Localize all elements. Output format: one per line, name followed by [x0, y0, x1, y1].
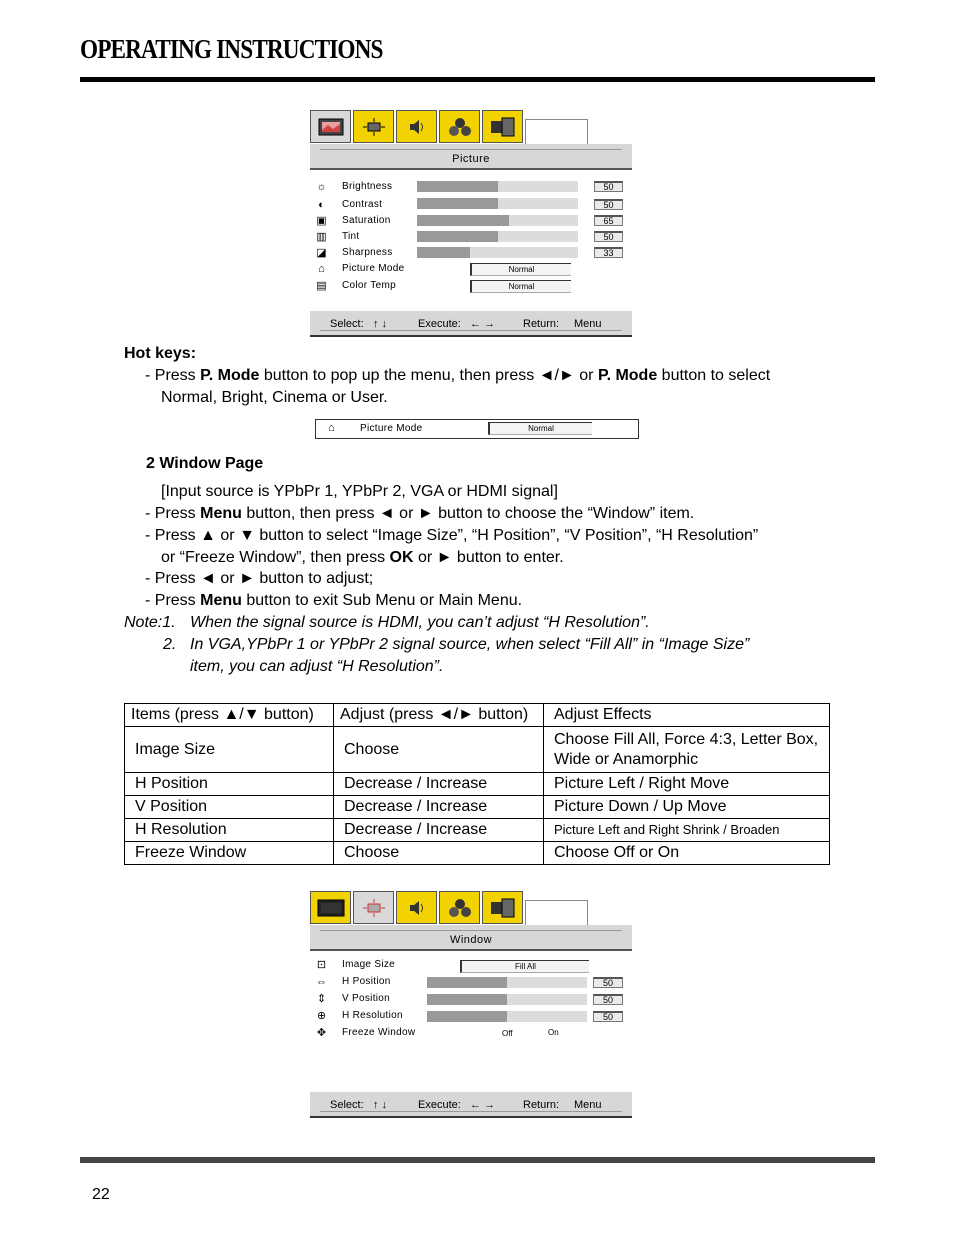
window-page-heading: 2 Window Page	[146, 455, 264, 472]
note-2-text-cont: item, you can adjust “H Resolution”.	[190, 658, 444, 675]
sun-icon: ☼	[316, 181, 327, 193]
menu-footer	[310, 1092, 632, 1118]
h-resolution-bar[interactable]	[427, 1011, 587, 1022]
tab-pip[interactable]	[482, 891, 523, 924]
strip-label: Picture Mode	[360, 423, 423, 434]
table-cell: Decrease / Increase	[334, 796, 544, 819]
table-header: Adjust (press ◄/► button)	[334, 704, 544, 727]
picture-mode-select[interactable]: Normal	[470, 263, 571, 276]
image-size-select[interactable]: Fill All	[460, 960, 589, 973]
tab-setup[interactable]	[439, 110, 480, 143]
h-position-bar[interactable]	[427, 977, 587, 988]
menu-row-brightness[interactable]	[310, 180, 632, 196]
note-1-label: Note:1.	[124, 614, 176, 631]
sharpness-bar[interactable]	[417, 247, 578, 258]
image-size-icon: ⊡	[316, 959, 327, 971]
pip-icon	[490, 898, 516, 918]
tab-audio[interactable]	[396, 891, 437, 924]
tab-setup[interactable]	[439, 891, 480, 924]
brightness-value: 50	[594, 181, 623, 192]
footer-select: Select:	[330, 1099, 364, 1111]
tint-bar[interactable]	[417, 231, 578, 242]
freeze-on-option[interactable]: On	[548, 1028, 559, 1037]
text: button to select	[657, 367, 771, 384]
saturation-icon: ▣	[316, 215, 327, 227]
menu-row-saturation[interactable]	[310, 214, 632, 230]
menu-row-freeze-window[interactable]	[310, 1026, 632, 1042]
h-position-value: 50	[593, 977, 623, 988]
footer-return: Return:	[523, 318, 560, 330]
table-cell: Picture Left and Right Shrink / Broaden	[544, 819, 830, 842]
menu-row-picture-mode[interactable]	[310, 262, 632, 278]
h-resolution-value: 50	[593, 1011, 623, 1022]
text: - Press	[145, 592, 201, 609]
tab-empty	[525, 900, 588, 925]
menu-key: Menu	[200, 592, 242, 609]
freeze-off-option[interactable]: Off	[502, 1029, 513, 1038]
hotkeys-line2: Normal, Bright, Cinema or User.	[161, 389, 388, 406]
row-label: Tint	[342, 231, 360, 242]
v-position-bar[interactable]	[427, 994, 587, 1005]
note-2-label: 2.	[163, 636, 177, 653]
tint-icon: ▥	[316, 231, 327, 243]
tab-audio[interactable]	[396, 110, 437, 143]
table-header: Items (press ▲/▼ button)	[125, 704, 334, 727]
freeze-icon: ✥	[316, 1027, 327, 1039]
row-label: Freeze Window	[342, 1027, 416, 1038]
h-position-icon: ⇔	[316, 976, 327, 988]
tab-picture[interactable]	[310, 891, 351, 924]
text: - Press	[145, 367, 201, 384]
table-cell: H Position	[125, 773, 334, 796]
tab-pip[interactable]	[482, 110, 523, 143]
pmode-key: P. Mode	[597, 367, 658, 384]
table-cell: Freeze Window	[125, 842, 334, 865]
menu-row-v-position[interactable]	[310, 992, 632, 1008]
row-label: H Position	[342, 976, 391, 987]
menu-key: Menu	[200, 505, 242, 522]
bullet-1	[145, 503, 694, 525]
table-cell: Picture Down / Up Move	[544, 796, 830, 819]
menu-header	[310, 144, 632, 170]
footer-execute: Execute:	[418, 1099, 461, 1111]
row-label: Contrast	[342, 199, 383, 210]
row-label: Sharpness	[342, 247, 393, 258]
window-icon	[361, 117, 387, 137]
note-2-text: In VGA,YPbPr 1 or YPbPr 2 signal source, when select “Fill All” in “Image Size”	[190, 636, 750, 653]
row-label: V Position	[342, 993, 391, 1004]
h-resolution-icon: ⊕	[316, 1010, 327, 1022]
saturation-value: 65	[594, 215, 623, 226]
footer-execute: Execute:	[418, 318, 461, 330]
source-note: [Input source is YPbPr 1, YPbPr 2, VGA or HDMI signal]	[161, 483, 558, 500]
table-row	[125, 796, 830, 819]
tab-picture[interactable]	[310, 110, 351, 143]
bullet-2: - Press ▲ or ▼ button to select “Image Size”, “H Position”, “V Position”, “H Resolution”	[145, 527, 759, 544]
v-position-icon: ⇕	[316, 993, 327, 1005]
table-cell: Image Size	[125, 727, 334, 773]
table-cell: Choose	[334, 727, 544, 773]
table-cell: Choose Fill All, Force 4:3, Letter Box, Wide or Anamorphic	[544, 727, 830, 773]
tint-value: 50	[594, 231, 623, 242]
table-cell: V Position	[125, 796, 334, 819]
hotkeys-line1	[145, 365, 770, 387]
menu-header-label: Picture	[452, 153, 490, 165]
color-temp-icon: ▤	[316, 280, 327, 292]
table-row	[125, 773, 830, 796]
text: button to pop up the menu, then press ◄/► or	[259, 367, 598, 384]
menu-row-h-position[interactable]	[310, 975, 632, 991]
left-right-arrows-icon: ← →	[470, 318, 496, 330]
v-position-value: 50	[593, 994, 623, 1005]
window-menu	[310, 891, 632, 1120]
row-label: H Resolution	[342, 1010, 403, 1021]
table-header: Adjust Effects	[544, 704, 830, 727]
tv-icon	[317, 898, 345, 918]
table-header-row	[125, 704, 830, 727]
footer-menu: Menu	[574, 318, 602, 330]
text: button, then press ◄ or ► button to choose the “Window” item.	[241, 505, 695, 522]
brightness-bar[interactable]	[417, 181, 578, 192]
pip-icon	[490, 117, 516, 137]
row-label: Picture Mode	[342, 263, 405, 274]
note-1-text: When the signal source is HDMI, you can’t adjust “H Resolution”.	[190, 614, 650, 631]
bullet-3: - Press ◄ or ► button to adjust;	[145, 570, 374, 587]
bottom-rule	[80, 1157, 875, 1163]
menu-row-image-size[interactable]	[310, 958, 632, 974]
ok-key: OK	[389, 549, 414, 566]
window-icon	[361, 898, 387, 918]
sharpness-value: 33	[594, 247, 623, 258]
top-rule	[80, 77, 875, 82]
page-title: OPERATING INSTRUCTIONS	[80, 34, 383, 64]
picture-icon	[318, 118, 344, 136]
text: or “Freeze Window”, then press	[161, 549, 390, 566]
color-temp-select[interactable]: Normal	[470, 280, 571, 293]
pmode-key: P. Mode	[200, 367, 260, 384]
row-label: Saturation	[342, 215, 391, 226]
balls-icon	[447, 117, 473, 137]
up-down-arrows-icon: ↑ ↓	[373, 318, 388, 330]
hotkeys-heading: Hot keys:	[124, 345, 197, 362]
contrast-icon: ◐	[318, 199, 325, 211]
up-down-arrows-icon: ↑ ↓	[373, 1099, 388, 1111]
text: or ► button to enter.	[413, 549, 564, 566]
house-icon: ⌂	[318, 263, 325, 275]
strip-value[interactable]: Normal	[488, 422, 592, 435]
footer-menu: Menu	[574, 1099, 602, 1111]
menu-row-sharpness[interactable]	[310, 246, 632, 262]
contrast-value: 50	[594, 199, 623, 210]
text: button to exit Sub Menu or Main Menu.	[241, 592, 523, 609]
table-cell: Choose	[334, 842, 544, 865]
bullet-2-cont	[161, 547, 564, 569]
contrast-bar[interactable]	[417, 198, 578, 209]
left-right-arrows-icon: ← →	[470, 1099, 496, 1111]
sharpness-icon: ◪	[316, 247, 327, 259]
table-row	[125, 842, 830, 865]
tab-window[interactable]	[353, 891, 394, 924]
menu-header	[310, 925, 632, 951]
table-cell: Picture Left / Right Move	[544, 773, 830, 796]
tab-window[interactable]	[353, 110, 394, 143]
saturation-bar[interactable]	[417, 215, 578, 226]
tab-empty	[525, 119, 588, 144]
menu-tabs	[310, 110, 632, 144]
footer-return: Return:	[523, 1099, 560, 1111]
menu-row-contrast[interactable]	[310, 198, 632, 214]
menu-header-label: Window	[449, 934, 493, 946]
menu-row-h-resolution[interactable]	[310, 1009, 632, 1025]
house-icon: ⌂	[328, 422, 335, 434]
row-label: Brightness	[342, 181, 393, 192]
balls-icon	[447, 898, 473, 918]
speaker-icon	[406, 898, 428, 918]
footer-select: Select:	[330, 318, 364, 330]
row-label: Image Size	[342, 959, 396, 970]
menu-footer	[310, 311, 632, 337]
picture-mode-strip[interactable]	[315, 419, 639, 439]
table-cell: Choose Off or On	[544, 842, 830, 865]
window-items-table	[124, 703, 830, 865]
row-label: Color Temp	[342, 280, 396, 291]
table-cell: H Resolution	[125, 819, 334, 842]
table-row	[125, 727, 830, 773]
menu-tabs	[310, 891, 632, 925]
text: - Press	[145, 505, 201, 522]
menu-row-color-temp[interactable]	[310, 279, 632, 295]
table-row	[125, 819, 830, 842]
page-number: 22	[92, 1186, 110, 1203]
picture-menu	[310, 110, 632, 339]
bullet-4	[145, 590, 522, 612]
table-cell: Decrease / Increase	[334, 773, 544, 796]
table-cell: Decrease / Increase	[334, 819, 544, 842]
speaker-icon	[406, 117, 428, 137]
menu-row-tint[interactable]	[310, 230, 632, 246]
